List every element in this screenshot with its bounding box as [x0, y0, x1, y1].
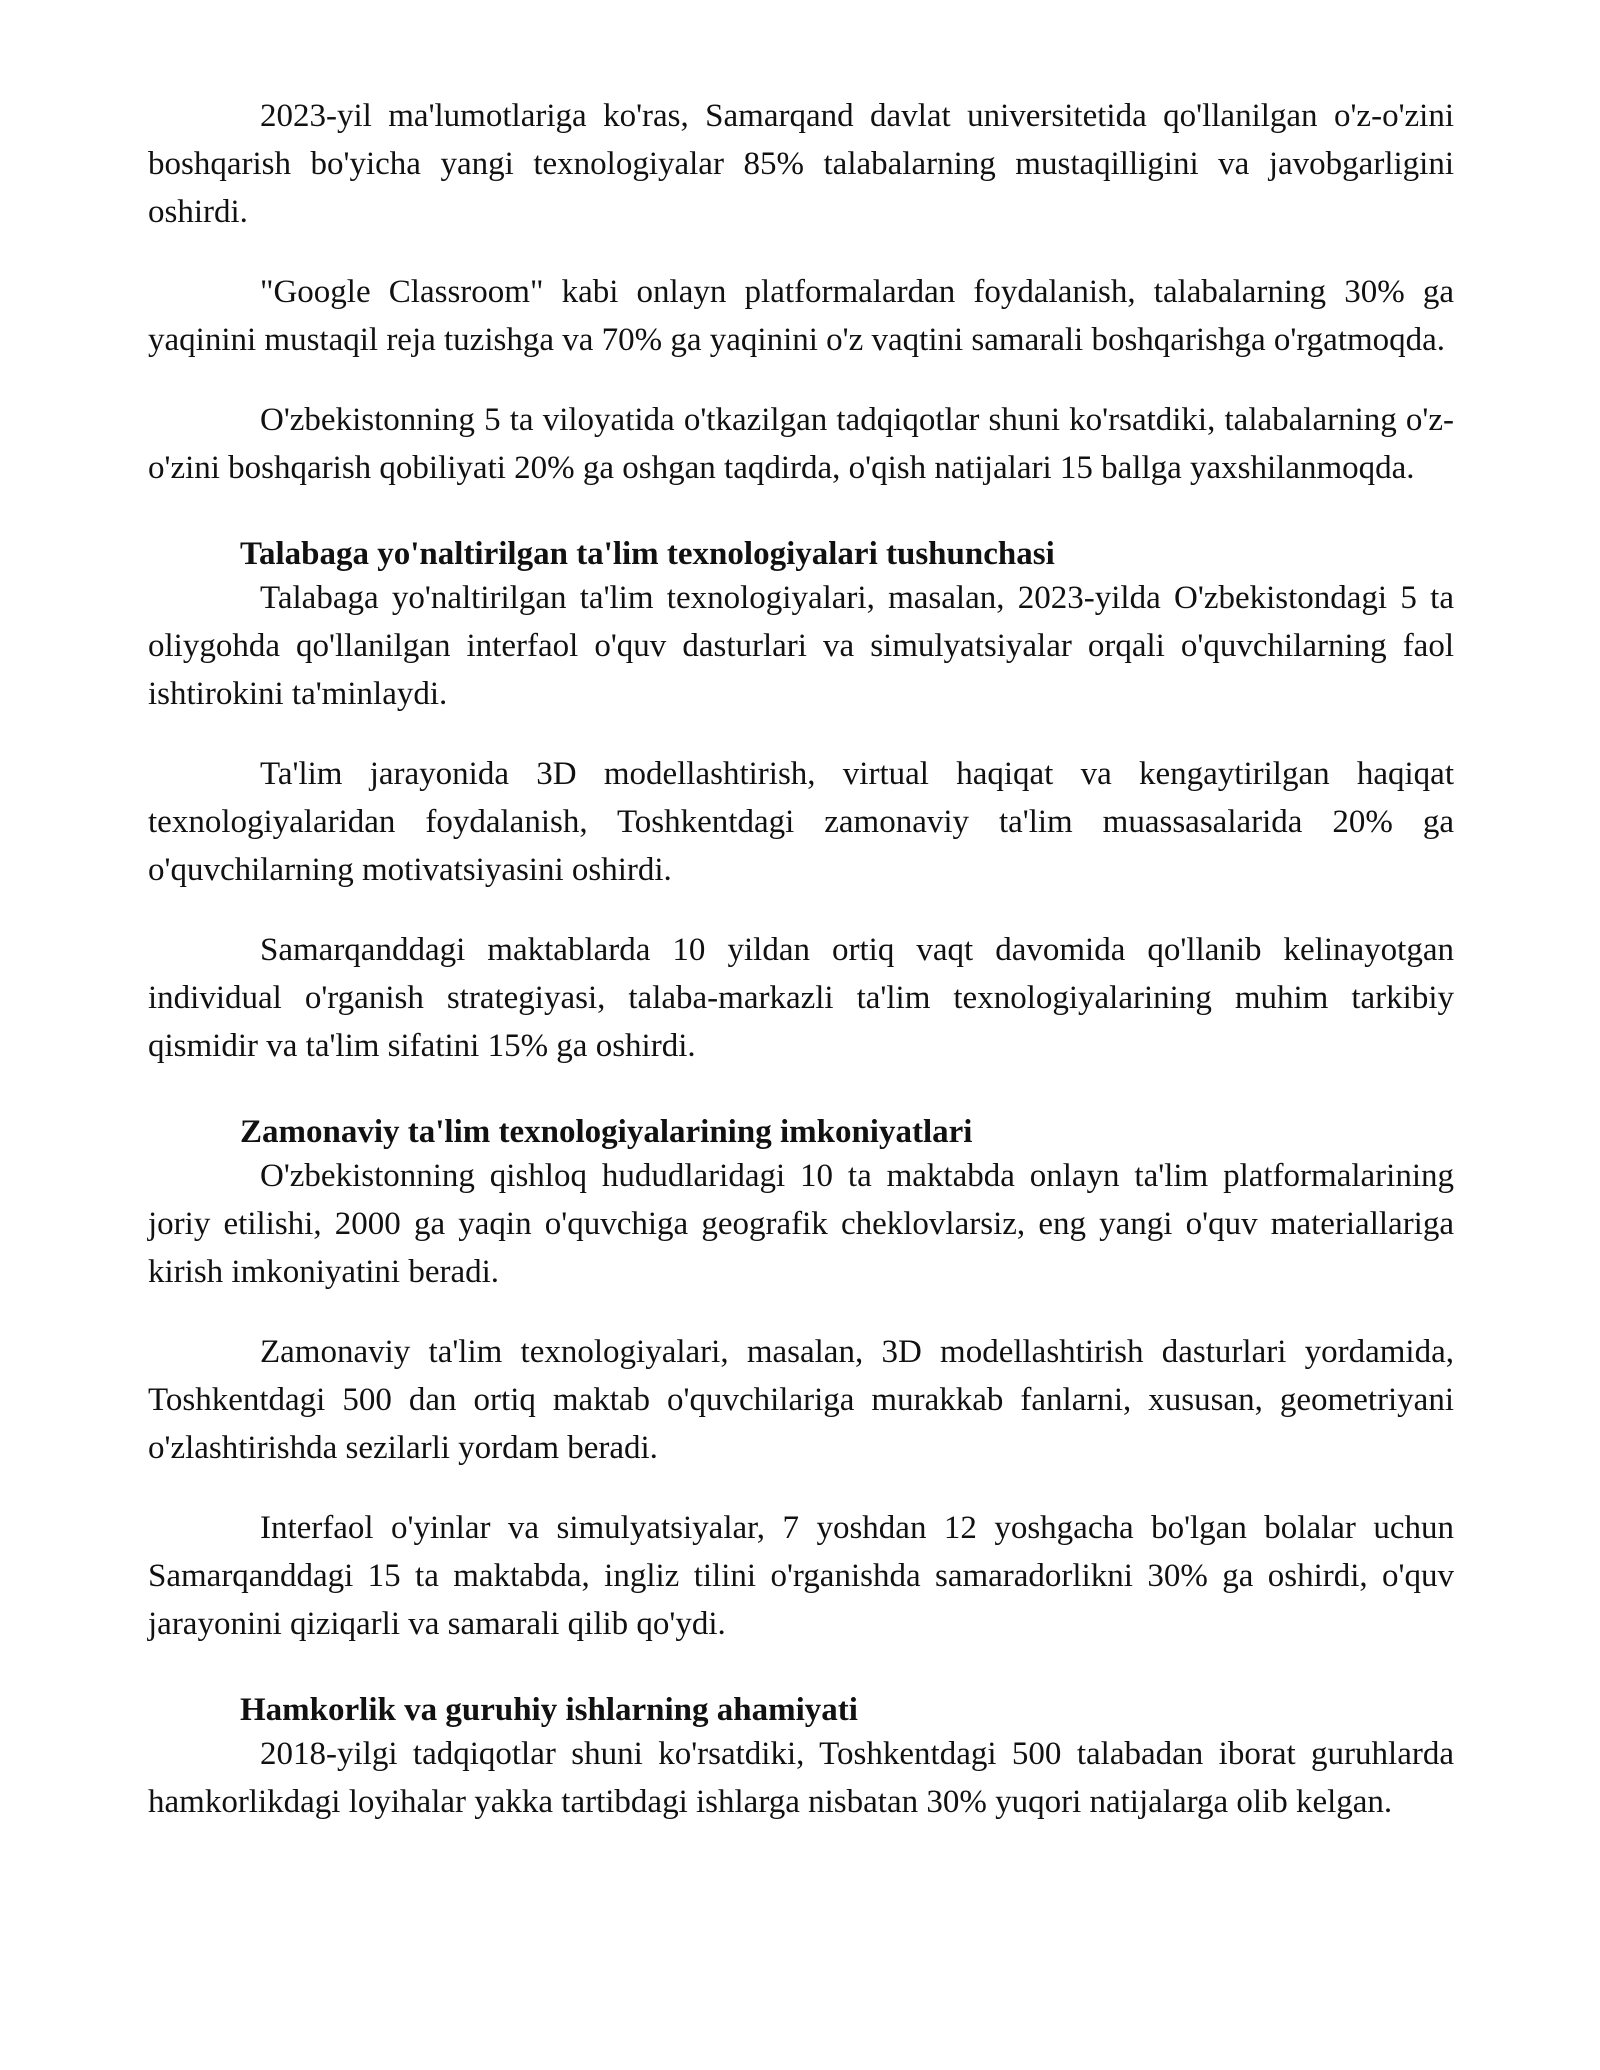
document-page — [148, 92, 1454, 1858]
paragraph: O'zbekistonning qishloq hududlaridagi 10 ta maktabda onlayn ta'lim platformalarining joriy etilishi, 2000 ga yaqin o'quvchiga geografik cheklovlarsiz, eng yangi o'quv materiallariga kirish imkoniyatini beradi. — [148, 1158, 1454, 1290]
paragraph: Samarqanddagi maktablarda 10 yildan ortiq vaqt davomida qo'llanib kelinayotgan individual o'rganish strategiyasi, talaba-markazli ta'lim texnologiyalarining muhim tarkibiy qismidir va ta'lim sifatini 15% ga oshirdi. — [148, 932, 1454, 1064]
paragraph: Ta'lim jarayonida 3D modellashtirish, virtual haqiqat va kengaytirilgan haqiqat texnologiyalaridan foydalanish, Toshkentdagi zamonaviy ta'lim muassasalarida 20% ga o'quvchilarning motivatsiyasini oshirdi. — [148, 756, 1454, 888]
paragraph: O'zbekistonning 5 ta viloyatida o'tkazilgan tadqiqotlar shuni ko'rsatdiki, talabalarning o'z-o'zini boshqarish qobiliyati 20% ga oshgan taqdirda, o'qish natijalari 15 ballga yaxshilanmoqda. — [148, 402, 1454, 486]
paragraph: "Google Classroom" kabi onlayn platformalardan foydalanish, talabalarning 30% ga yaqinini mustaqil reja tuzishga va 70% ga yaqinini o'z vaqtini samarali boshqarishga o'rgatmoqda. — [148, 274, 1454, 358]
paragraph: 2018-yilgi tadqiqotlar shuni ko'rsatdiki, Toshkentdagi 500 talabadan iborat guruhlarda hamkorlikdagi loyihalar yakka tartibdagi ishlarga nisbatan 30% yuqori natijalarga olib kelgan. — [148, 1736, 1454, 1820]
section-heading: Hamkorlik va guruhiy ishlarning ahamiyati — [240, 1692, 858, 1728]
paragraph: Zamonaviy ta'lim texnologiyalari, masalan, 3D modellashtirish dasturlari yordamida, Toshkentdagi 500 dan ortiq maktab o'quvchilariga murakkab fanlarni, xususan, geometriyani o'zlashtirishda sezilarli yordam beradi. — [148, 1334, 1454, 1466]
paragraph: 2023-yil ma'lumotlariga ko'ras, Samarqand davlat universitetida qo'llanilgan o'z-o'zini boshqarish bo'yicha yangi texnologiyalar 85% talabalarning mustaqilligini va javobgarligini oshirdi. — [148, 98, 1454, 230]
section-heading: Talabaga yo'naltirilgan ta'lim texnologiyalari tushunchasi — [240, 536, 1055, 572]
paragraph: Talabaga yo'naltirilgan ta'lim texnologiyalari, masalan, 2023-yilda O'zbekistondagi 5 ta oliygohda qo'llanilgan interfaol o'quv dasturlari va simulyatsiyalar orqali o'quvchilarning faol ishtirokini ta'minlaydi. — [148, 580, 1454, 712]
section-heading: Zamonaviy ta'lim texnologiyalarining imkoniyatlari — [240, 1114, 973, 1150]
paragraph: Interfaol o'yinlar va simulyatsiyalar, 7 yoshdan 12 yoshgacha bo'lgan bolalar uchun Samarqanddagi 15 ta maktabda, ingliz tilini o'rganishda samaradorlikni 30% ga oshirdi, o'quv jarayonini qiziqarli va samarali qilib qo'ydi. — [148, 1510, 1454, 1642]
